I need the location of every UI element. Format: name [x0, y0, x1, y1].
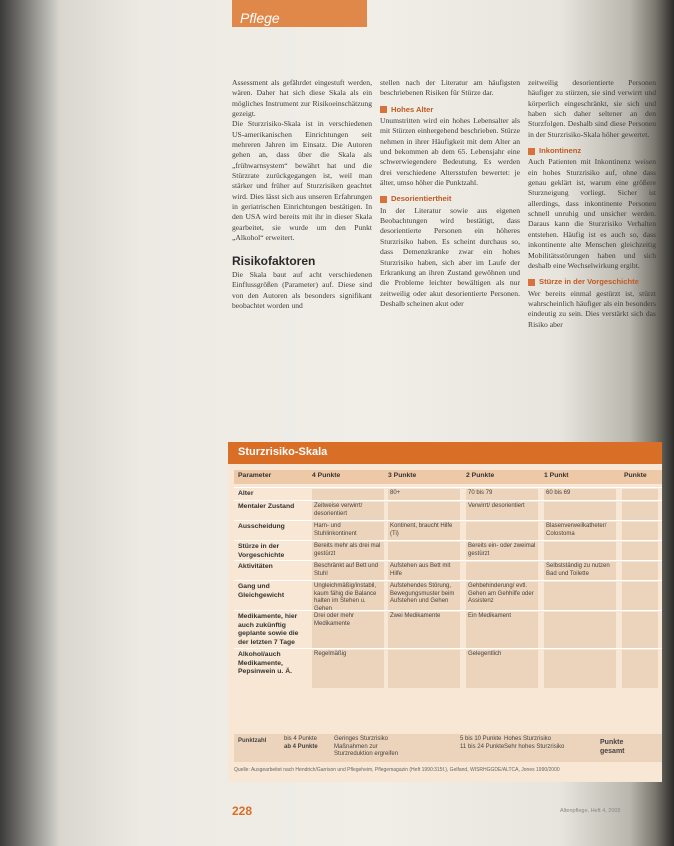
summary-risk: Hohes Sturzrisiko: [504, 736, 552, 742]
points-cell: [622, 612, 658, 648]
score-cell: Drei oder mehr Medikamente: [312, 612, 384, 648]
subheading: Stürze in der Vorgeschichte: [528, 277, 656, 287]
subheading: Inkontinenz: [528, 146, 656, 156]
points-cell: [622, 582, 658, 610]
table-row: [234, 560, 662, 581]
score-cell: [544, 650, 616, 688]
column-2: [380, 78, 520, 309]
score-cell: Blasenverweilkatheter/ Colostoma: [544, 522, 616, 540]
paragraph: stellen nach der Literatur am häufigsten beschriebenen Risiken für Stürze dar.: [380, 78, 520, 98]
score-cell: [466, 562, 538, 580]
section-title: Pflege: [240, 10, 280, 26]
column-3: [528, 78, 656, 330]
score-cell: [544, 612, 616, 648]
table-row: [234, 540, 662, 561]
square-bullet-icon: [528, 148, 535, 155]
score-cell: Ungleichmäßig/instabil, kaum fähig die Balance halten im Stehen u. Gehen: [312, 582, 384, 610]
score-cell: Bereits mehr als drei mal gestürzt: [312, 542, 384, 560]
score-cell: Aufstehendes Störung, Bewegungsmuster beim Aufstehen und Gehen: [388, 582, 460, 610]
score-cell: Kontinent, braucht Hilfe (Ti): [388, 522, 460, 540]
subheading: Hohes Alter: [380, 105, 520, 115]
score-summary: [234, 734, 662, 762]
table-row: [234, 487, 662, 501]
summary-range: 5 bis 10 Punkte: [460, 736, 502, 742]
parameter-cell: Medikamente, hier auch zukünftig geplante sowie die der letzten 7 Tage: [238, 613, 299, 646]
parameter-cell: Alkohol/auch Medikamente, Pepsinwein u. Ä.: [238, 651, 293, 675]
score-cell: Verwirrt/ desorientiert: [466, 502, 538, 520]
table-header-row: [234, 470, 662, 484]
score-cell: [388, 650, 460, 688]
summary-risk: Geringes Sturzrisiko: [334, 736, 389, 742]
box-title-bar: [228, 442, 662, 464]
points-cell: [622, 522, 658, 540]
square-bullet-icon: [380, 196, 387, 203]
parameter-cell: Alter: [238, 490, 254, 497]
fall-risk-scale-box: [228, 442, 662, 782]
paragraph: zeitweilig desorientierte Personen häufiger zu stürzen, sie sind verwirrt und körperlich eingeschränkt, sie sich und haben sich daher seltener an den Sturzfolgen. Deshalb sind diese Personen in der Sturzrisiko-Skala höher gewertet.: [528, 78, 656, 139]
score-cell: Beschränkt auf Bett und Stuhl: [312, 562, 384, 580]
score-cell: Zwei Medikamente: [388, 612, 460, 648]
score-cell: [466, 522, 538, 540]
score-cell: Selbstständig zu nutzen Bad und Toilette: [544, 562, 616, 580]
score-cell: [312, 489, 384, 500]
header-parameter: Parameter: [238, 472, 272, 479]
summary-risk: Sehr hohes Sturzrisiko: [504, 744, 565, 750]
parameter-cell: Gang und Gleichgewicht: [238, 583, 285, 599]
score-cell: [388, 542, 460, 560]
section-header: [232, 0, 367, 27]
header-points-total: Punkte: [624, 472, 647, 479]
paragraph: Unumstritten wird ein hohes Lebensalter als mit Stürzen einhergehend beschrieben. Stürze nehmen in ihrer Häufigkeit mit dem Alter an und bekommen ab dem 65. Lebensjahr eine schwerwiegendere Bedeutung. Es werden drei verschiedene Altersstufen bewertet: je älter, umso höher die Punktzahl.: [380, 116, 520, 188]
table-row: [234, 610, 662, 649]
score-cell: [388, 502, 460, 520]
score-cell: Zeitweise verwirrt/ desorientiert: [312, 502, 384, 520]
page-number: 228: [232, 804, 253, 818]
summary-label: Punktzahl: [238, 738, 267, 744]
parameter-cell: Mentaler Zustand: [238, 503, 295, 510]
paragraph: Wer bereits einmal gestürzt ist, stürzt wahrscheinlich häufiger als ein besonders eindeutig zu sein. Dies verstärkt sich das Risiko aber: [528, 288, 656, 329]
parameter-cell: Ausscheidung: [238, 523, 285, 530]
paragraph: Auch Patienten mit Inkontinenz weisen ein hohes Sturzrisiko auf, ohne dass genau geklärt ist, warum eine größere Sturzneigung vorliegt. Sicher ist allerdings, dass inkontinente Personen schnell unruhig und unsicher werden. Daraus kann die Sturzrisiko Verhalten entstehen. Häufig ist es auch so, dass inkontinente alte Menschen gleichzeitig Mobilitätsstörungen haben und sich deshalb eine Wechselwirkung ergibt.: [528, 157, 656, 270]
table-row: [234, 580, 662, 611]
points-cell: [622, 489, 658, 500]
score-cell: 80+: [388, 489, 460, 500]
paragraph: Assessment als gefährdet eingestuft werden, wären. Daher hat sich diese Skala als ein mögliches Instrument zur Risikoeinschätzung gezeigt.: [232, 78, 372, 119]
paragraph: Die Sturzrisiko-Skala ist in verschiedenen US-amerikanischen Einrichtungen seit mehreren Jahren im Einsatz. Die Autoren gehen an, dass über die Skala als „frühwarnsystem“ bewährt hat und die Stürzrate zurückgegangen ist, weil man stärker und früher auf Sturzrisiken geachtet wird. Dies lässt sich aus unseren Erfahrungen in geriatrischen Einrichtungen bestätigen. In den USA wird bereits mit ihr in dieser Skala gearbeitet, sie wurde um den Punkt „Alkohol“ erweitert.: [232, 119, 372, 243]
summary-range: 11 bis 24 Punkte: [460, 744, 505, 750]
source-note: Quelle: Ausgearbeitet nach Hendrich/Garrison und Pflegeheim, Pflegemagazin (Heft 1990:315f.), Gelfand, WISRHGGDE/ALTCA, Jones 1990/2000: [234, 767, 560, 773]
box-title: Sturzrisiko-Skala: [238, 446, 328, 458]
score-cell: [544, 542, 616, 560]
score-cell: Harn- und Stuhlinkontinent: [312, 522, 384, 540]
square-bullet-icon: [528, 279, 535, 286]
parameter-cell: Stürze in der Vorgeschichte: [238, 543, 285, 559]
header-4-points: 4 Punkte: [312, 472, 341, 479]
score-cell: Ein Medikament: [466, 612, 538, 648]
header-1-point: 1 Punkt: [544, 472, 569, 479]
score-cell: [544, 582, 616, 610]
score-cell: 60 bis 69: [544, 489, 616, 500]
score-cell: 70 bis 79: [466, 489, 538, 500]
table-row: [234, 500, 662, 521]
score-cell: Gehbehinderung/ evtl. Gehen am Gehhilfe oder Assistenz: [466, 582, 538, 610]
header-3-points: 3 Punkte: [388, 472, 417, 479]
score-cell: Bereits ein- oder zweimal gestürzt: [466, 542, 538, 560]
points-cell: [622, 542, 658, 560]
header-2-points: 2 Punkte: [466, 472, 495, 479]
score-cell: Regelmäßig: [312, 650, 384, 688]
paragraph: In der Literatur sowie aus eigenen Beobachtungen wird bestätigt, dass desorientierte Personen ein höheres Sturzrisiko haben. Es scheint durchaus so, dass Demenzkranke zwar ein hohes Sturzrisiko haben, sich aber im Laufe der Erkrankung an ihren Zustand gewöhnen und die Probleme leichter bewältigen als nur zeitweilig oder akut desorientierte Personen. Deshalb scheinen akut oder: [380, 205, 520, 308]
score-cell: [544, 502, 616, 520]
points-cell: [622, 502, 658, 520]
summary-range: bis 4 Punkte: [284, 736, 318, 742]
summary-range: ab 4 Punkte: [284, 744, 318, 750]
summary-risk: Maßnahmen zur Sturzreduktion ergreifen: [334, 744, 399, 757]
table-row: [234, 520, 662, 541]
parameter-cell: Aktivitäten: [238, 563, 273, 570]
subheading: Desorientiertheit: [380, 194, 520, 204]
heading-risk-factors: Risikofaktoren: [232, 253, 316, 268]
column-1: [232, 78, 372, 311]
running-footer: Altenpflege, Heft 4, 2005: [560, 808, 621, 814]
score-cell: Aufstehen aus Bett mit Hilfe: [388, 562, 460, 580]
square-bullet-icon: [380, 106, 387, 113]
summary-total-label: Punkte gesamt: [600, 739, 625, 755]
points-cell: [622, 562, 658, 580]
points-cell: [622, 650, 658, 688]
table-row: [234, 648, 662, 689]
paragraph: Die Skala baut auf acht verschiedenen Einflussgrößen (Parameter) auf. Diese sind von den Autoren als besonders signifikant beobachtet worden und: [232, 269, 372, 310]
score-cell: Gelegentlich: [466, 650, 538, 688]
